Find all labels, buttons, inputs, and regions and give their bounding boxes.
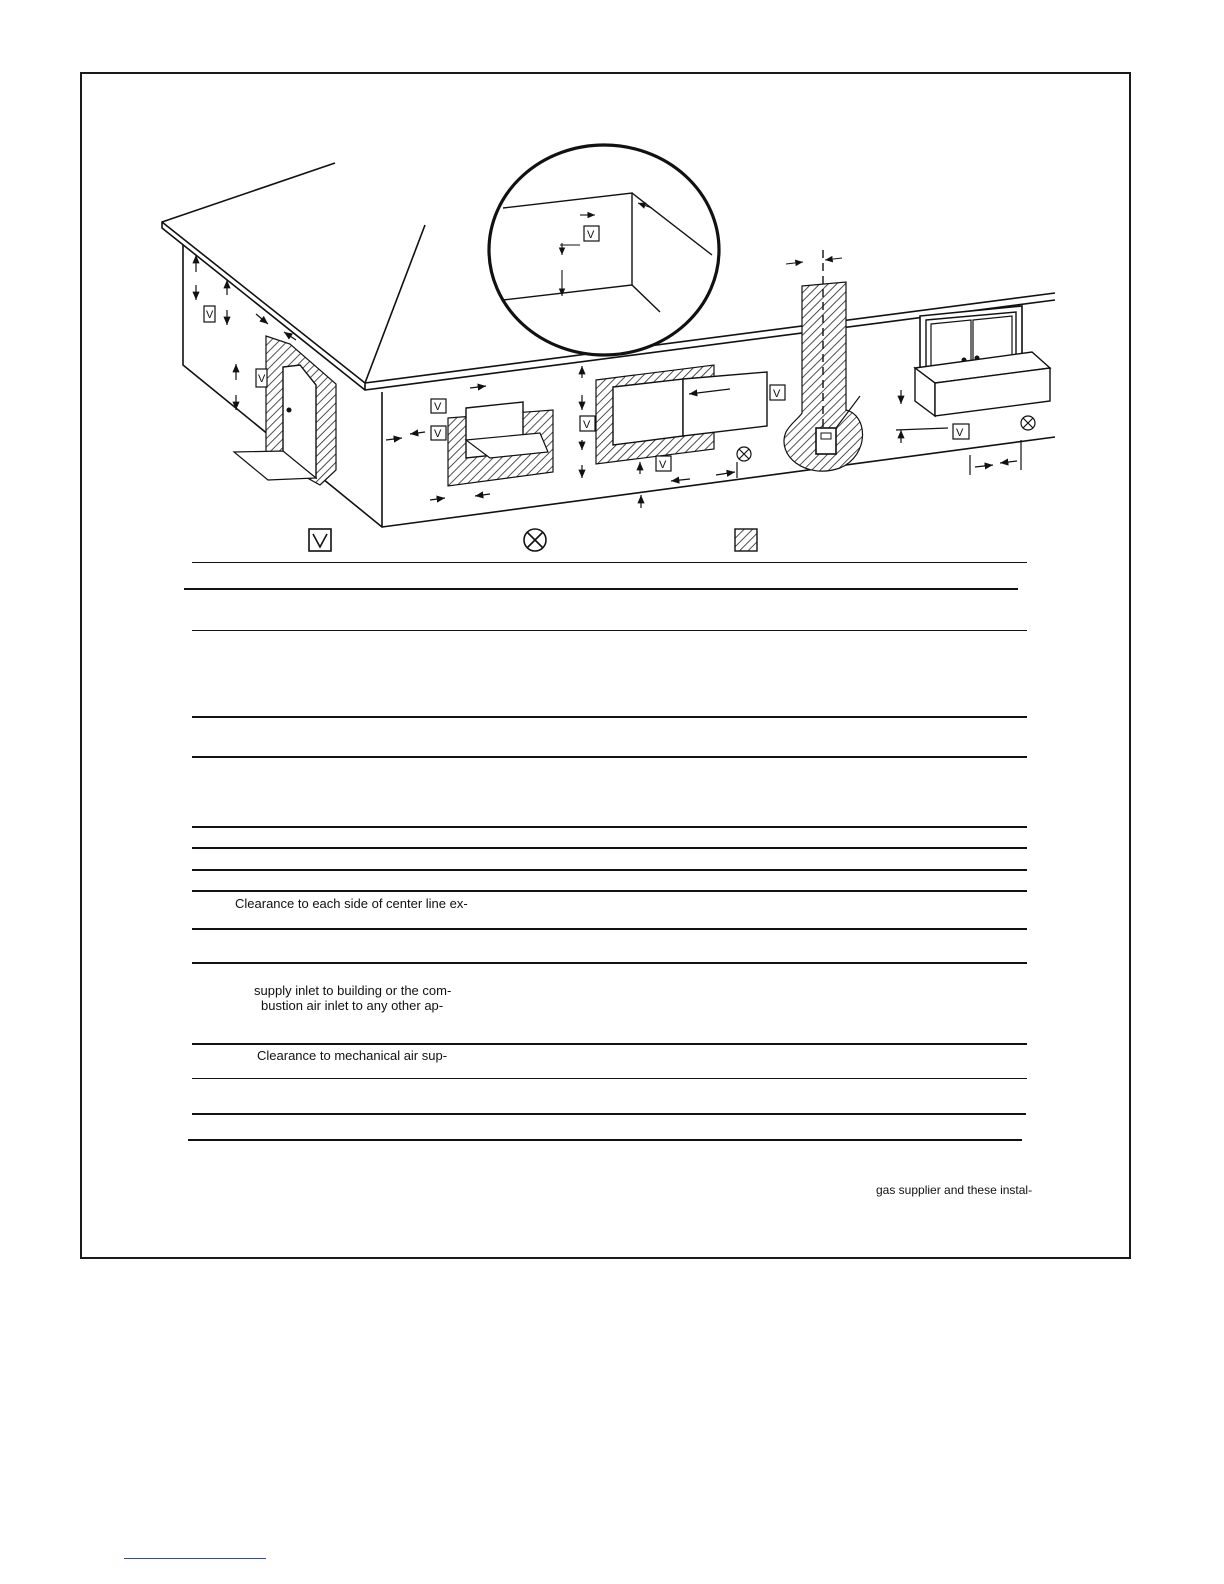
table-rule [192,1078,1027,1079]
table-rule [192,1113,1026,1115]
table-rule [188,1139,1022,1141]
vent-terminal-icon [309,529,331,551]
row-clearance-center-line: Clearance to each side of center line ex- [235,896,468,911]
row-mechanical-air: Clearance to mechanical air sup- [257,1048,448,1063]
table-rule [192,716,1027,718]
table-rule [192,869,1027,871]
window-1-restricted-zone [448,402,553,486]
inset-detail [489,145,719,355]
door-restricted-zone [234,336,336,485]
svg-text:V: V [258,373,266,385]
svg-text:V: V [206,309,214,321]
svg-text:V: V [434,428,442,440]
svg-text:V: V [956,427,964,439]
table-rule [192,562,1027,563]
svg-text:V: V [773,388,781,400]
balcony-door [915,306,1050,416]
table-rule [192,756,1027,758]
row-supply-inlet-line1: supply inlet to building or the com- [254,983,452,998]
restricted-area-icon [735,529,757,551]
table-rule [192,890,1027,892]
table-rule [192,928,1027,930]
gas-meter-zone [784,250,863,471]
legend [309,529,757,551]
svg-text:V: V [434,401,442,413]
row-supply-inlet-line2: bustion air inlet to any other ap- [261,998,444,1013]
table-rule [192,826,1027,828]
svg-text:V: V [583,419,591,431]
gas-supplier-note: gas supplier and these instal- [876,1183,1033,1197]
table-rule [192,1043,1027,1045]
footer-link-rule [124,1558,266,1559]
svg-text:V: V [659,459,667,471]
table-rule [184,588,1018,590]
table-rule [192,630,1027,631]
table-rule [192,962,1027,964]
air-supply-inlet-icon [524,529,546,551]
svg-text:V: V [587,229,595,241]
table-rule [192,847,1027,849]
